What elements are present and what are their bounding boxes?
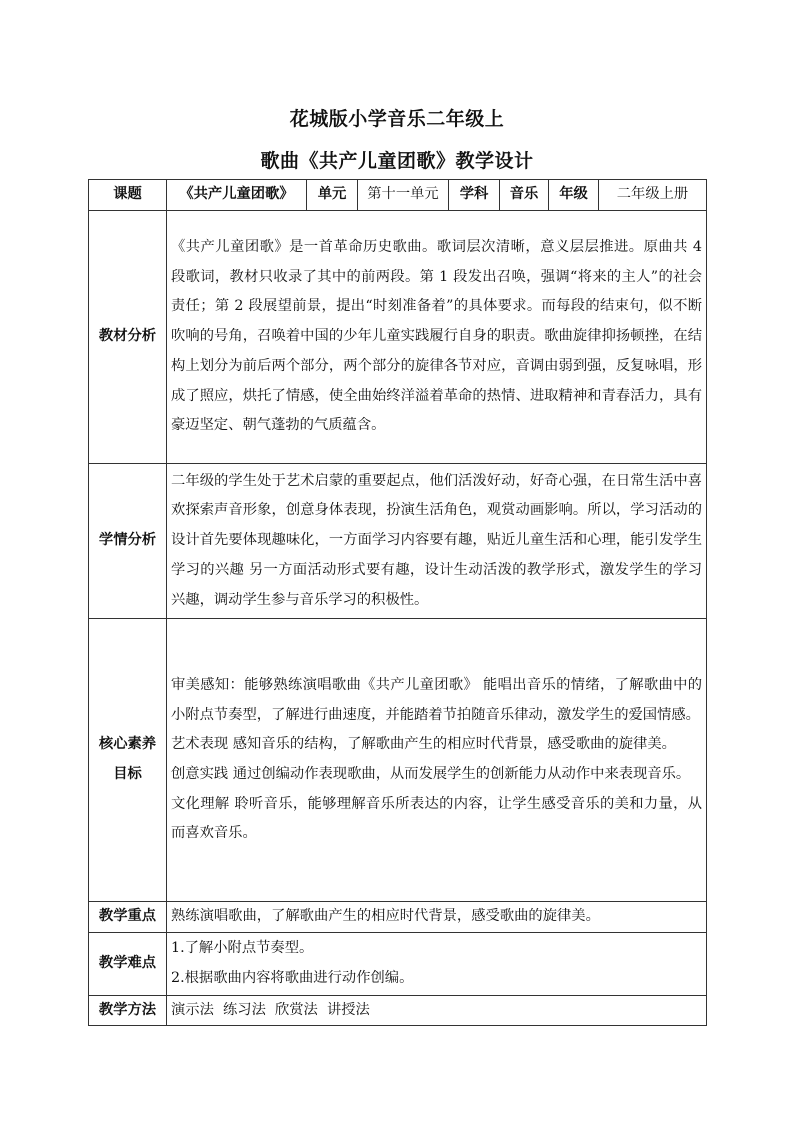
core-item-culture: 文化理解 聆听音乐，能够理解音乐所表达的内容，让学生感受音乐的美和力量，从而喜欢音乐。	[171, 795, 702, 842]
core-row	[89, 619, 707, 902]
students-row	[89, 464, 707, 619]
material-row	[89, 211, 707, 464]
subject-value: 音乐	[500, 180, 549, 211]
core-item-expression: 艺术表现 感知音乐的结构，了解歌曲产生的相应时代背景，感受歌曲的旋律美。	[171, 736, 676, 753]
unit-value: 第十一单元	[358, 180, 449, 211]
students-label: 学情分析	[89, 464, 167, 619]
core-item-aesthetic: 审美感知：能够熟练演唱歌曲《共产儿童团歌》 能唱出音乐的情绪，了解歌曲中的小附点节奏型，了解进行曲速度，并能踏着节拍随音乐律动，激发学生的爱国情感。	[171, 676, 702, 723]
core-label	[89, 619, 167, 902]
topic-label: 课题	[89, 180, 167, 211]
core-text	[167, 619, 707, 902]
difficulty-label: 教学难点	[89, 932, 167, 995]
header-row	[89, 180, 707, 211]
method-text: 演示法 练习法 欣赏法 讲授法	[167, 995, 707, 1026]
method-label: 教学方法	[89, 995, 167, 1026]
core-label-line1: 核心素养	[98, 736, 157, 753]
method-row	[89, 995, 707, 1026]
document-subtitle: 歌曲《共产儿童团歌》教学设计	[260, 150, 534, 172]
unit-label: 单元	[307, 180, 358, 211]
focus-row	[89, 902, 707, 933]
focus-text: 熟练演唱歌曲，了解歌曲产生的相应时代背景，感受歌曲的旋律美。	[167, 902, 707, 933]
core-label-line2: 目标	[113, 766, 142, 782]
material-label: 教材分析	[89, 211, 167, 464]
subject-label: 学科	[449, 180, 500, 211]
students-text: 二年级的学生处于艺术启蒙的重要起点，他们活泼好动，好奇心强，在日常生活中喜欢探索声音形象，创意身体表现，扮演生活角色，观赏动画影响。所以，学习活动的设计首先要体现趣味化，一方面学习内容要有趣，贴近儿童生活和心理，能引发学生学习的兴趣 另一方面活动形式要有趣，设计生动活泼的教学形式，激发学生的学习兴趣，调动学生参与音乐学习的积极性。	[167, 464, 707, 619]
grade-label: 年级	[549, 180, 599, 211]
topic-value: 《共产儿童团歌》	[167, 180, 307, 211]
document-title: 花城版小学音乐二年级上	[289, 108, 505, 130]
difficulty-item-1: 1.了解小附点节奏型。	[171, 940, 314, 956]
focus-label: 教学重点	[89, 902, 167, 933]
core-item-practice: 创意实践 通过创编动作表现歌曲，从而发展学生的创新能力从动作中来表现音乐。	[171, 766, 691, 782]
difficulty-text	[167, 932, 707, 995]
difficulty-row	[89, 932, 707, 995]
lesson-plan-table	[88, 179, 707, 1026]
material-text: 《共产儿童团歌》是一首革命历史歌曲。歌词层次清晰，意义层层推进。原曲共 4 段歌词，教材只收录了其中的前两段。第 1 段发出召唤，强调“将来的主人”的社会责任；第 2 段展望前景，提出“时刻准备着”的具体要求。而每段的结束句，似不断吹响的号角，召唤着中国的少年儿童实践履行自身的职责。歌曲旋律抑扬顿挫，在结构上划分为前后两个部分，两个部分的旋律各节对应，音调由弱到强，反复咏唱，形成了照应，烘托了情感，使全曲始终洋溢着革命的热情、进取精神和青春活力，具有豪迈坚定、朝气蓬勃的气质蕴含。	[167, 211, 707, 464]
grade-value: 二年级上册	[599, 180, 707, 211]
difficulty-item-2: 2.根据歌曲内容将歌曲进行动作创编。	[171, 969, 414, 986]
